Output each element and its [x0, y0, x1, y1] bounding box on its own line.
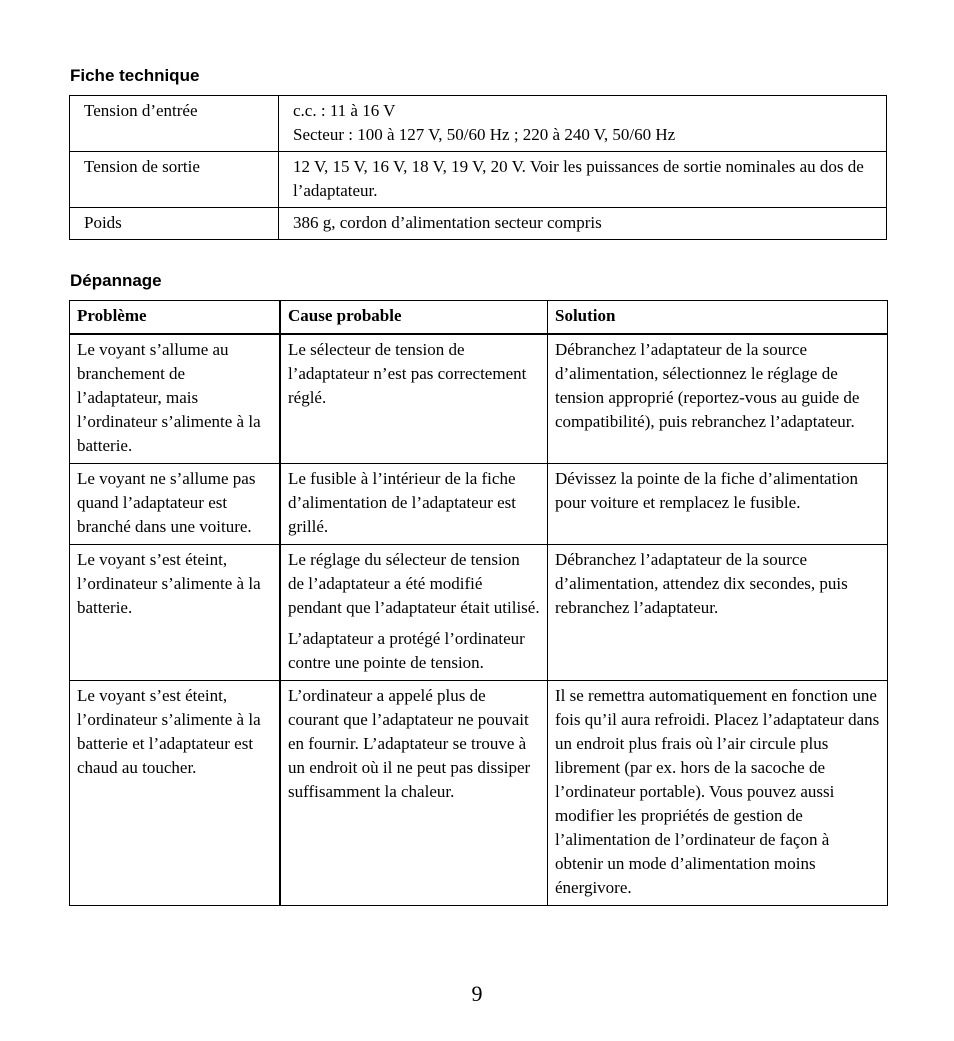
- cause-paragraph: Le sélecteur de tension de l’adaptateur n’est pas correctement réglé.: [288, 340, 527, 407]
- problem-cell: Le voyant s’allume au branchement de l’adaptateur, mais l’ordinateur s’alimente à la batterie.: [70, 334, 281, 464]
- cause-cell: [280, 681, 548, 906]
- section-title-fiche-technique: Fiche technique: [70, 66, 200, 85]
- page-number: 9: [471, 981, 483, 1006]
- spec-label: Tension de sortie: [70, 152, 279, 208]
- spec-value: [279, 152, 887, 208]
- table-row: [70, 464, 888, 545]
- spec-table: [69, 95, 887, 240]
- header-probleme: Problème: [70, 301, 281, 335]
- spec-label: Poids: [70, 208, 279, 240]
- problem-cell: Le voyant s’est éteint, l’ordinateur s’alimente à la batterie.: [70, 545, 281, 681]
- header-cause: Cause probable: [280, 301, 548, 335]
- spec-value-line: c.c. : 11 à 16 V: [293, 101, 396, 120]
- cause-cell: [280, 464, 548, 545]
- table-row: [70, 96, 887, 152]
- table-row: [70, 152, 887, 208]
- table-row: [70, 545, 888, 681]
- cause-cell: [280, 334, 548, 464]
- solution-cell: Il se remettra automatiquement en fonction une fois qu’il aura refroidi. Placez l’adaptateur dans un endroit plus frais où l’air circule plus librement (par ex. hors de la sacoche de l’ordinateur portable). Vous pouvez aussi modifier les propriétés de gestion de l’alimentation de l’ordinateur de façon à obtenir un mode d’alimentation moins énergivore.: [548, 681, 888, 906]
- table-header-row: [70, 301, 888, 335]
- header-solution: Solution: [548, 301, 888, 335]
- cause-paragraph: Le réglage du sélecteur de tension de l’adaptateur a été modifié pendant que l’adaptateur était utilisé.: [288, 550, 540, 617]
- spec-value-line: Secteur : 100 à 127 V, 50/60 Hz ; 220 à 240 V, 50/60 Hz: [293, 125, 676, 144]
- spec-value: [279, 208, 887, 240]
- table-row: [70, 334, 888, 464]
- solution-cell: Dévissez la pointe de la fiche d’alimentation pour voiture et remplacez le fusible.: [548, 464, 888, 545]
- solution-cell: Débranchez l’adaptateur de la source d’alimentation, attendez dix secondes, puis rebranchez l’adaptateur.: [548, 545, 888, 681]
- solution-cell: Débranchez l’adaptateur de la source d’alimentation, sélectionnez le réglage de tension approprié (reportez-vous au guide de compatibilité), puis rebranchez l’adaptateur.: [548, 334, 888, 464]
- cause-paragraph: L’ordinateur a appelé plus de courant que l’adaptateur ne pouvait en fournir. L’adaptateur se trouve à un endroit où il ne peut pas dissiper suffisamment la chaleur.: [288, 686, 531, 801]
- cause-paragraph: L’adaptateur a protégé l’ordinateur contre une pointe de tension.: [288, 629, 525, 672]
- spec-label: Tension d’entrée: [70, 96, 279, 152]
- cause-cell: [280, 545, 548, 681]
- section-title-depannage: Dépannage: [70, 271, 162, 290]
- problem-cell: Le voyant s’est éteint, l’ordinateur s’alimente à la batterie et l’adaptateur est chaud au toucher.: [70, 681, 281, 906]
- troubleshooting-table: [69, 300, 888, 906]
- spec-value: [279, 96, 887, 152]
- table-row: [70, 681, 888, 906]
- cause-paragraph: Le fusible à l’intérieur de la fiche d’alimentation de l’adaptateur est grillé.: [288, 469, 516, 536]
- spec-value-line: 386 g, cordon d’alimentation secteur compris: [293, 213, 602, 232]
- spec-value-line: 12 V, 15 V, 16 V, 18 V, 19 V, 20 V. Voir les puissances de sortie nominales au dos de l’adaptateur.: [293, 157, 864, 200]
- table-row: [70, 208, 887, 240]
- problem-cell: Le voyant ne s’allume pas quand l’adaptateur est branché dans une voiture.: [70, 464, 281, 545]
